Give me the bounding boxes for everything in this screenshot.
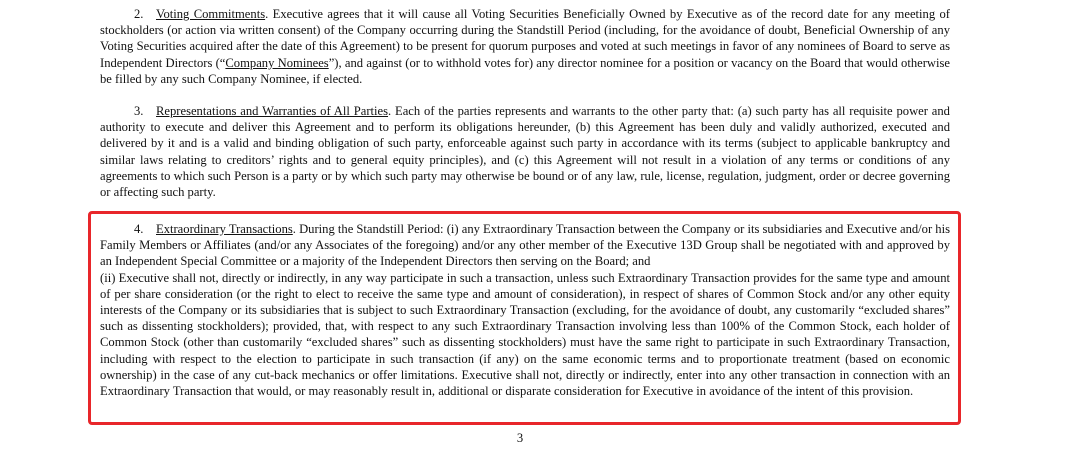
section-2 <box>100 6 950 87</box>
section-body: . Executive agrees that it will cause all Voting Securities Beneficially Owned by Executive as of the record date for any meeting of stockholders (or action via written consent) of the Company occurring during the Standstill Period (including, for the avoidance of doubt, Beneficial Ownership of any Voting Securities acquired after the date of this Agreement) to be present for quorum purposes and voted at such meetings in favor of any nominees of Board to serve as Independent Directors (“ <box>100 7 950 70</box>
section-4 <box>100 221 950 270</box>
section-number: 2. <box>134 7 144 21</box>
section-body-continued: ”), and against (or to withhold votes for) any director nominee for a position or vacancy on the Board that would otherwise be filled by any such Company Nominee, if elected. <box>100 55 950 86</box>
section-4-container <box>100 221 950 399</box>
section-heading: Representations and Warranties of All Parties <box>156 104 389 119</box>
section-number: 4. <box>134 222 144 236</box>
page-number: 3 <box>516 431 524 445</box>
document-page <box>100 6 950 200</box>
section-4-continued <box>100 270 950 400</box>
section-heading: Extraordinary Transactions <box>156 222 293 236</box>
paragraph-gap <box>100 87 950 103</box>
defined-term: Company Nominees <box>225 55 329 70</box>
section-heading: Voting Commitments <box>156 7 266 21</box>
section-3 <box>100 103 950 200</box>
section-body: . During the Standstill Period: (i) any Extraordinary Transaction between the Company or its subsidiaries and Executive and/or his Family Members or Affiliates (and/or any Associates of the foregoing) and/or any other member of the Executive 13D Group shall be negotiated with and approved by an Independent Special Committee or a majority of the Independent Directors then serving on the Board; and <box>100 222 950 269</box>
section-body: . Each of the parties represents and warrants to the other party that: (a) such party has all requisite power and authority to execute and deliver this Agreement and to perform its obligations hereunder, (b) this Agreement has been duly and validly authorized, executed and delivered by it and is a valid and binding obligation of such party, enforceable against such party in accordance with its terms (subject to applicable bankruptcy and similar laws relating to creditors’ rights and to general equity principles), and (c) this Agreement will not result in a violation of any terms or conditions of any agreements to which such Person is a party or by which such party may otherwise be bound or of any law, rule, license, regulation, judgment, order or decree governing or affecting such party. <box>100 104 950 200</box>
section-number: 3. <box>134 104 144 119</box>
section-body-continued: (ii) Executive shall not, directly or indirectly, in any way participate in such a transaction, unless such Extraordinary Transaction provides for the same type and amount of per share consideration (or the right to elect to receive the same type and amount of consideration), in respect of shares of Common Stock and/or any other equity interests of the Company or its subsidiaries that is subject to such Extraordinary Transaction (excluding, for the avoidance of doubt, any customarily “excluded shares” such as dissenting stockholders); provided, that, with respect to any such Extraordinary Transaction involving less than 100% of the Common Stock, each holder of Common Stock (other than customarily “excluded shares” such as dissenting stockholders) must have the same right to participate in such Extraordinary Transaction, including with respect to the election to participate in such transaction (if any) on the same economic terms and to proportionate treatment (based on economic ownership) in the case of any cut-back mechanics or offer limitations. Executive shall not, directly or indirectly, enter into any other transaction in connection with an Extraordinary Transaction that would, or may reasonably result in, additional or disparate consideration for Executive in avoidance of the intent of this provision. <box>100 270 950 399</box>
